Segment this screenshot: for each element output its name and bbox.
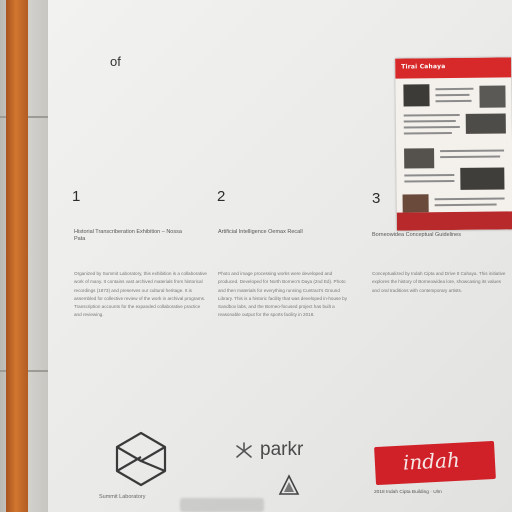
emblem-logo-icon [278, 474, 300, 498]
column-2-number: 2 [217, 188, 226, 205]
poster-text-line [404, 120, 456, 123]
board-title-fragment: of [110, 54, 121, 69]
poster-photo [466, 113, 506, 133]
poster-text-line [436, 100, 472, 102]
column-1-body: Organized by Summit Laboratory, this exhibition is a collaborative work of many. It contains vast archived materials from historical recordings (1873) and preserves our cultural heritage. It is assembled for collective review of the work in archival programs. Transcription accounts for the expanded collaborative practice and reviewing. [74, 271, 207, 318]
column-3-body: Conceptualized by Indah Cipta and Drive It Cahaya. This initiative explores the history of Borneowidea lore, showcasing its values and oral traditions with contemporary artists. [372, 271, 506, 293]
poster-header [395, 57, 511, 78]
poster-text-line [435, 88, 473, 90]
poster-photo [404, 148, 434, 168]
poster-text-line [404, 174, 454, 177]
poster-text-line [404, 114, 460, 117]
poster-text-line [404, 132, 452, 135]
poster-header-text: Tirai Cahaya [401, 63, 446, 71]
column-3-title: Borneowidea Conceptual Guidelines [372, 232, 461, 238]
poster-photo [403, 194, 429, 212]
blurred-object [180, 498, 264, 512]
poster-text-line [404, 180, 454, 183]
newsletter-poster [395, 57, 512, 230]
poster-text-line [435, 94, 469, 96]
poster-photo [403, 84, 429, 106]
column-1-title: Historial Transcriberation Exhibition – Nossa Pata [74, 229, 182, 242]
parkr-leaf-icon [234, 442, 254, 460]
wooden-frame [6, 0, 28, 512]
poster-photo [479, 85, 505, 107]
poster-text-line [435, 197, 505, 200]
summit-laboratory-logo-icon [112, 430, 170, 488]
poster-photo [460, 167, 504, 189]
poster-text-line [435, 204, 497, 207]
poster-footer [397, 211, 512, 230]
summit-laboratory-caption: Summit Laboratory [99, 494, 146, 500]
column-3-number: 3 [372, 190, 381, 207]
column-1-number: 1 [72, 188, 81, 205]
poster-text-line [404, 126, 460, 129]
column-2-body: Photo and image processing works were developed and produced. Developed for North Borneo's Daya (2nd Ed). Photo and then materials for everything running Cuntract's Ground Library. This is a historic facility that was developed in-house by Sandbox labs, and the Borneo-focused project has built a reasonable output for the sports facility in 2018. [218, 271, 348, 318]
indah-wordmark: indah [402, 447, 461, 475]
poster-text-line [440, 149, 504, 152]
indah-caption: 2018 Indah Cipta Building · Ulm [374, 490, 442, 495]
parkr-wordmark: parkr [260, 439, 304, 460]
indah-logo [374, 441, 496, 485]
column-2-title: Artificial Intelligence Oemax Recall [218, 229, 303, 235]
poster-text-line [440, 156, 500, 159]
